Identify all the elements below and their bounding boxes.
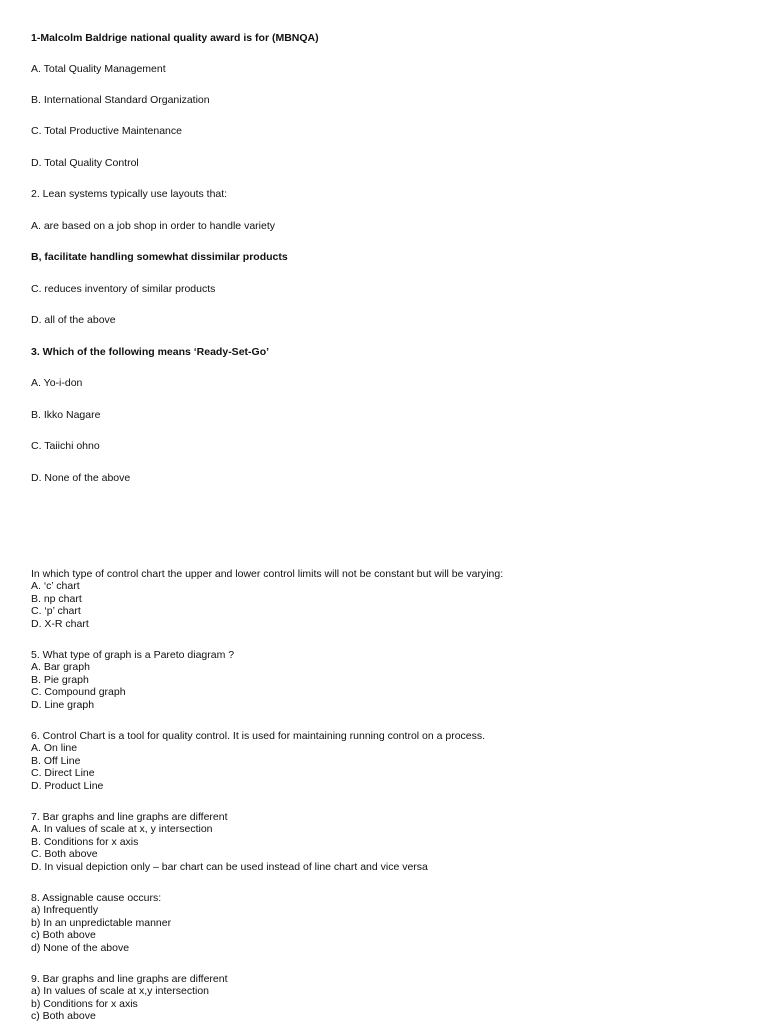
q6-option-c: C. Direct Line bbox=[31, 767, 95, 779]
q5-question: 5. What type of graph is a Pareto diagram ? bbox=[31, 649, 235, 661]
q8-option-d: d) None of the above bbox=[31, 942, 130, 954]
q7-option-a: A. In values of scale at x, y intersection bbox=[31, 823, 213, 835]
q5-option-b: B. Pie graph bbox=[31, 674, 89, 686]
q1-option-b: B. International Standard Organization bbox=[31, 94, 210, 106]
q1-question: 1-Malcolm Baldrige national quality award is for (MBNQA) bbox=[31, 32, 319, 44]
q2-option-a: A. are based on a job shop in order to handle variety bbox=[31, 220, 275, 232]
q8-option-c: c) Both above bbox=[31, 929, 96, 941]
q9-option-b: b) Conditions for x axis bbox=[31, 998, 138, 1010]
q6-option-d: D. Product Line bbox=[31, 780, 104, 792]
q4-option-c: C. ‘p’ chart bbox=[31, 605, 81, 617]
q5-option-d: D. Line graph bbox=[31, 699, 95, 711]
q3-question: 3. Which of the following means ‘Ready-Set-Go’ bbox=[31, 346, 270, 358]
q2-question: 2. Lean systems typically use layouts that: bbox=[31, 188, 228, 200]
q4-option-a: A. ‘c’ chart bbox=[31, 580, 80, 592]
q4-question: In which type of control chart the upper and lower control limits will not be constant but will be varying: bbox=[31, 568, 504, 580]
q5-option-a: A. Bar graph bbox=[31, 661, 90, 673]
q3-option-b: B. Ikko Nagare bbox=[31, 409, 101, 421]
q2-option-b: B, facilitate handling somewhat dissimilar products bbox=[31, 251, 288, 263]
q7-option-b: B. Conditions for x axis bbox=[31, 836, 139, 848]
q9-option-c: c) Both above bbox=[31, 1010, 96, 1022]
q3-option-d: D. None of the above bbox=[31, 472, 131, 484]
q3-option-a: A. Yo-i-don bbox=[31, 377, 83, 389]
q2-option-c: C. reduces inventory of similar products bbox=[31, 283, 216, 295]
q9-option-a: a) In values of scale at x,y intersection bbox=[31, 985, 210, 997]
q7-option-d: D. In visual depiction only – bar chart can be used instead of line chart and vice versa bbox=[31, 861, 428, 873]
q7-question: 7. Bar graphs and line graphs are different bbox=[31, 811, 228, 823]
q4-option-d: D. X-R chart bbox=[31, 618, 89, 630]
q2-option-d: D. all of the above bbox=[31, 314, 116, 326]
q1-option-d: D. Total Quality Control bbox=[31, 157, 139, 169]
q8-option-a: a) Infrequently bbox=[31, 904, 99, 916]
q6-question: 6. Control Chart is a tool for quality control. It is used for maintaining running control on a process. bbox=[31, 730, 486, 742]
q8-option-b: b) In an unpredictable manner bbox=[31, 917, 172, 929]
q4-option-b: B. np chart bbox=[31, 593, 82, 605]
q1-option-a: A. Total Quality Management bbox=[31, 63, 166, 75]
q6-option-b: B. Off Line bbox=[31, 755, 81, 767]
q3-option-c: C. Taiichi ohno bbox=[31, 440, 100, 452]
q8-question: 8. Assignable cause occurs: bbox=[31, 892, 162, 904]
q5-option-c: C. Compound graph bbox=[31, 686, 126, 698]
q9-question: 9. Bar graphs and line graphs are different bbox=[31, 973, 228, 985]
q7-option-c: C. Both above bbox=[31, 848, 98, 860]
q1-option-c: C. Total Productive Maintenance bbox=[31, 125, 182, 137]
q6-option-a: A. On line bbox=[31, 742, 78, 754]
